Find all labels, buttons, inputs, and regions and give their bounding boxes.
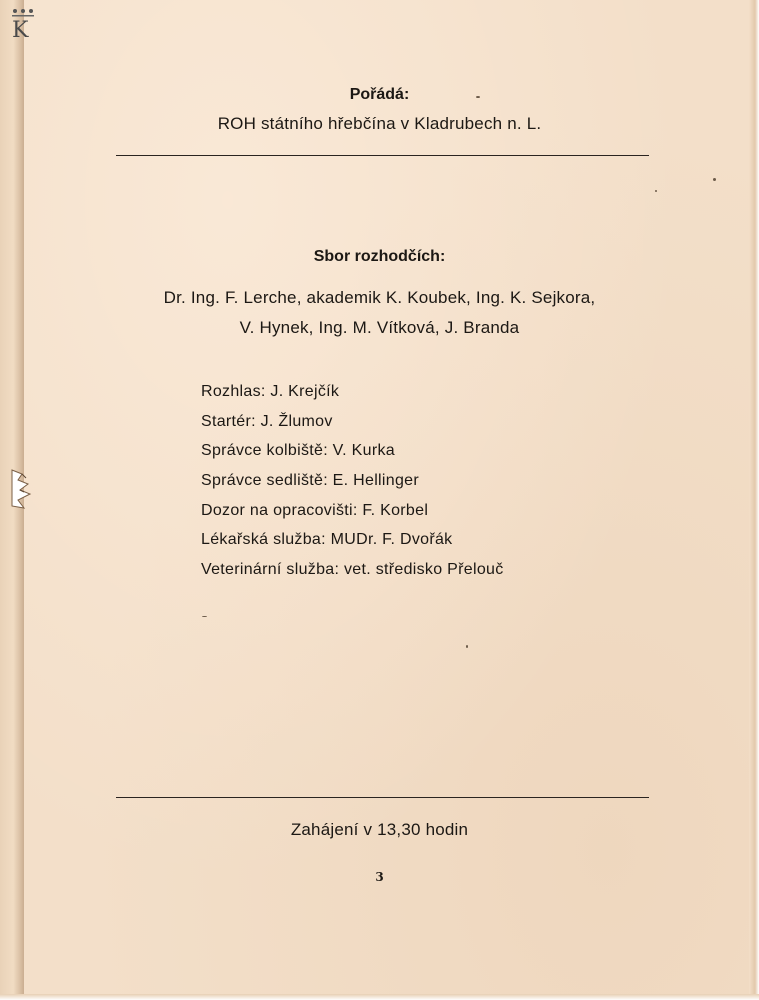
paper-speck bbox=[655, 190, 657, 192]
paper-speck bbox=[202, 616, 207, 617]
organizer-heading: Pořádá: bbox=[349, 86, 410, 103]
start-time: Zahájení v 13,30 hodin bbox=[290, 820, 469, 839]
staff-item: Správce kolbiště: V. Kurka bbox=[201, 442, 395, 460]
paper-speck bbox=[476, 96, 480, 98]
judges-heading: Sbor rozhodčích: bbox=[313, 248, 446, 265]
staff-item: Lékařská služba: MUDr. F. Dvořák bbox=[201, 531, 453, 549]
staff-item: Správce sedliště: E. Hellinger bbox=[201, 472, 419, 490]
page-right-edge bbox=[749, 0, 759, 1000]
page-bottom-edge bbox=[0, 994, 759, 1000]
judges-line: V. Hynek, Ing. M. Vítková, J. Branda bbox=[239, 318, 520, 337]
crown-dots-icon bbox=[11, 8, 35, 18]
library-logo bbox=[10, 8, 36, 48]
page-number: 3 bbox=[375, 870, 384, 884]
staff-item: Startér: J. Žlumov bbox=[201, 412, 333, 430]
paper-speck bbox=[466, 645, 468, 648]
paper-speck bbox=[713, 178, 716, 181]
divider-top bbox=[116, 155, 649, 156]
staff-item: Rozhlas: J. Krejčík bbox=[201, 383, 340, 400]
logo-letter: K bbox=[12, 18, 29, 43]
organizer-text: ROH státního hřebčína v Kladrubech n. L. bbox=[217, 114, 542, 133]
staff-item: Veterinární služba: vet. středisko Přelouč bbox=[201, 561, 504, 579]
divider-bottom bbox=[116, 797, 649, 798]
judges-line: Dr. Ing. F. Lerche, akademik K. Koubek, Ing. K. Sejkora, bbox=[163, 288, 596, 307]
paper-tear-mark bbox=[8, 468, 34, 510]
staff-item: Dozor na opracovišti: F. Korbel bbox=[201, 501, 429, 519]
staff-list bbox=[201, 380, 504, 588]
